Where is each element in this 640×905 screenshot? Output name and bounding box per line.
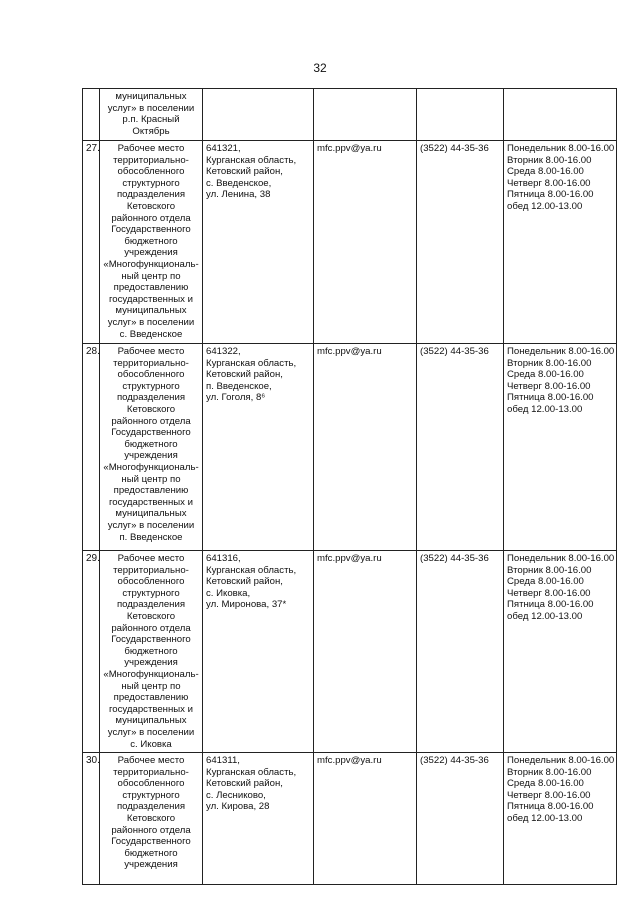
cell-name <box>100 551 203 753</box>
name-line: структурного <box>122 380 180 392</box>
schedule-line: Пятница 8.00-16.00 <box>507 599 594 611</box>
name-line: предоставлению <box>113 692 189 704</box>
name-line: районного отдела <box>111 415 191 427</box>
name-line: Рабочее место <box>117 553 185 564</box>
name-line: районного отдела <box>111 212 191 224</box>
address-line: Курганская область, <box>206 766 297 778</box>
name-line: услуг» в поселении <box>107 519 195 531</box>
table-row <box>83 753 617 885</box>
name-line: структурного <box>122 177 180 189</box>
name-line: «Многофункциональ- <box>103 461 199 473</box>
schedule-line: Среда 8.00-16.00 <box>507 369 584 381</box>
schedule-line: Пятница 8.00-16.00 <box>507 392 594 404</box>
name-line: Кетовского <box>126 813 176 825</box>
cell-name <box>100 89 203 141</box>
name-line: территориально- <box>113 564 189 576</box>
name-line: Государственного <box>111 634 191 646</box>
address-line: 641316, <box>206 553 241 564</box>
mfc-offices-table <box>82 88 617 885</box>
name-line: Рабочее место <box>117 143 185 154</box>
address-line: Кетовский район, <box>206 166 283 178</box>
name-line: учреждения <box>124 657 178 669</box>
name-line: Государственного <box>111 224 191 236</box>
cell-schedule <box>504 89 617 141</box>
name-line: подразделения <box>116 801 186 813</box>
address-line: ул. Ленина, 38 <box>206 189 271 201</box>
name-line: государственных и <box>109 293 193 305</box>
name-line: муниципальных <box>115 715 187 727</box>
cell-phone: (3522) 44-35-36 <box>417 344 504 551</box>
row-number: 29. <box>83 551 100 753</box>
name-line: Октябрь <box>132 125 170 137</box>
address-line: Кетовский район, <box>206 576 283 588</box>
schedule-line: Вторник 8.00-16.00 <box>507 154 592 166</box>
table-row <box>83 551 617 753</box>
schedule-line: Вторник 8.00-16.00 <box>507 564 592 576</box>
schedule-line: обед 12.00-13.00 <box>507 813 583 825</box>
cell-address <box>203 753 314 885</box>
address-line: Кетовский район, <box>206 778 283 790</box>
name-line: Кетовского <box>126 200 176 212</box>
name-line: р.п. Красный <box>122 114 180 126</box>
address-line: 641322, <box>206 346 241 357</box>
cell-phone: (3522) 44-35-36 <box>417 551 504 753</box>
page-number: 32 <box>313 61 327 75</box>
address-line: Курганская область, <box>206 154 297 166</box>
name-line: обособленного <box>117 576 185 588</box>
cell-phone: (3522) 44-35-36 <box>417 141 504 344</box>
cell-num <box>83 89 100 141</box>
name-line: услуг» в поселении <box>107 316 195 328</box>
cell-phone: (3522) 44-35-36 <box>417 753 504 885</box>
cell-address <box>203 551 314 753</box>
cell-address <box>203 89 314 141</box>
name-line: предоставлению <box>113 282 189 294</box>
cell-address <box>203 141 314 344</box>
name-line: структурного <box>122 789 180 801</box>
name-line: Рабочее место <box>117 755 185 767</box>
name-line: обособленного <box>117 166 185 178</box>
name-line: предоставлению <box>113 485 189 497</box>
name-line: п. Введенское <box>119 531 183 543</box>
schedule-line: Понедельник 8.00-16.00 <box>507 755 615 767</box>
schedule-line: Четверг 8.00-16.00 <box>507 380 591 392</box>
name-line: бюджетного <box>124 235 178 247</box>
schedule-line: Понедельник 8.00-16.00 <box>507 143 615 154</box>
row-number: 28. <box>83 344 100 551</box>
cell-address <box>203 344 314 551</box>
name-line: с. Введенское <box>119 328 183 340</box>
address-line: ул. Миронова, 37* <box>206 599 287 611</box>
address-line: ул. Гоголя, 8⁶ <box>206 392 266 404</box>
name-line: учреждения <box>124 859 178 871</box>
name-line: Кетовского <box>126 403 176 415</box>
name-line: муниципальных <box>115 508 187 520</box>
name-line: бюджетного <box>124 438 178 450</box>
cell-schedule <box>504 551 617 753</box>
cell-schedule <box>504 753 617 885</box>
name-line: районного отдела <box>111 622 191 634</box>
name-line: Кетовского <box>126 610 176 622</box>
name-line: ный центр по <box>121 270 181 282</box>
continuation-row <box>83 89 617 141</box>
cell-email: mfc.ppv@ya.ru <box>314 753 417 885</box>
cell-email: mfc.ppv@ya.ru <box>314 551 417 753</box>
schedule-line: обед 12.00-13.00 <box>507 200 583 212</box>
name-line: «Многофункциональ- <box>103 258 199 270</box>
address-line: 641311, <box>206 755 240 767</box>
schedule-line: Вторник 8.00-16.00 <box>507 766 592 778</box>
address-line: 641321, <box>206 143 241 154</box>
name-line: районного отдела <box>111 824 191 836</box>
address-line: Курганская область, <box>206 357 297 369</box>
address-line: Курганская область, <box>206 564 297 576</box>
table-row <box>83 141 617 344</box>
schedule-line: Четверг 8.00-16.00 <box>507 177 591 189</box>
row-number: 30. <box>83 753 100 885</box>
schedule-line: Четверг 8.00-16.00 <box>507 587 591 599</box>
schedule-line: Среда 8.00-16.00 <box>507 166 584 178</box>
name-line: бюджетного <box>124 645 178 657</box>
row-number: 27. <box>83 141 100 344</box>
name-line: подразделения <box>116 392 186 404</box>
address-line: с. Иковка, <box>206 587 251 599</box>
address-line: ул. Кирова, 28 <box>206 801 270 813</box>
cell-email <box>314 89 417 141</box>
cell-name <box>100 141 203 344</box>
name-line: Рабочее место <box>117 346 185 357</box>
name-line: подразделения <box>116 189 186 201</box>
name-line: подразделения <box>116 599 186 611</box>
schedule-line: Понедельник 8.00-16.00 <box>507 346 615 357</box>
name-line: территориально- <box>113 357 189 369</box>
name-line: учреждения <box>124 450 178 462</box>
name-line: учреждения <box>124 247 178 259</box>
schedule-line: Понедельник 8.00-16.00 <box>507 553 615 564</box>
name-line: с. Иковка <box>130 738 172 750</box>
name-line: государственных и <box>109 703 193 715</box>
address-line: п. Введенское, <box>206 380 272 392</box>
name-line: территориально- <box>113 766 189 778</box>
name-line: бюджетного <box>124 847 178 859</box>
cell-email: mfc.ppv@ya.ru <box>314 344 417 551</box>
cell-name <box>100 753 203 885</box>
address-line: с. Лесниково, <box>206 789 266 801</box>
name-line: территориально- <box>113 154 189 166</box>
name-line: Государственного <box>111 836 191 848</box>
name-line: обособленного <box>117 778 185 790</box>
cell-name <box>100 344 203 551</box>
schedule-line: Пятница 8.00-16.00 <box>507 189 594 201</box>
schedule-line: обед 12.00-13.00 <box>507 610 583 622</box>
name-line: государственных и <box>109 496 193 508</box>
schedule-line: обед 12.00-13.00 <box>507 403 583 415</box>
table-row <box>83 344 617 551</box>
name-line: структурного <box>122 587 180 599</box>
cell-schedule <box>504 141 617 344</box>
schedule-line: Среда 8.00-16.00 <box>507 778 584 790</box>
name-line: муниципальных <box>115 305 187 317</box>
name-line: обособленного <box>117 369 185 381</box>
name-line: Государственного <box>111 427 191 439</box>
name-line: муниципальных <box>115 91 187 102</box>
schedule-line: Вторник 8.00-16.00 <box>507 357 592 369</box>
schedule-line: Четверг 8.00-16.00 <box>507 789 591 801</box>
name-line: ный центр по <box>121 473 181 485</box>
address-line: Кетовский район, <box>206 369 283 381</box>
name-line: «Многофункциональ- <box>103 668 199 680</box>
schedule-line: Пятница 8.00-16.00 <box>507 801 594 813</box>
cell-schedule <box>504 344 617 551</box>
cell-phone <box>417 89 504 141</box>
name-line: услуг» в поселении <box>107 726 195 738</box>
address-line: с. Введенское, <box>206 177 272 189</box>
cell-email: mfc.ppv@ya.ru <box>314 141 417 344</box>
schedule-line: Среда 8.00-16.00 <box>507 576 584 588</box>
name-line: услуг» в поселении <box>107 102 195 114</box>
name-line: ный центр по <box>121 680 181 692</box>
